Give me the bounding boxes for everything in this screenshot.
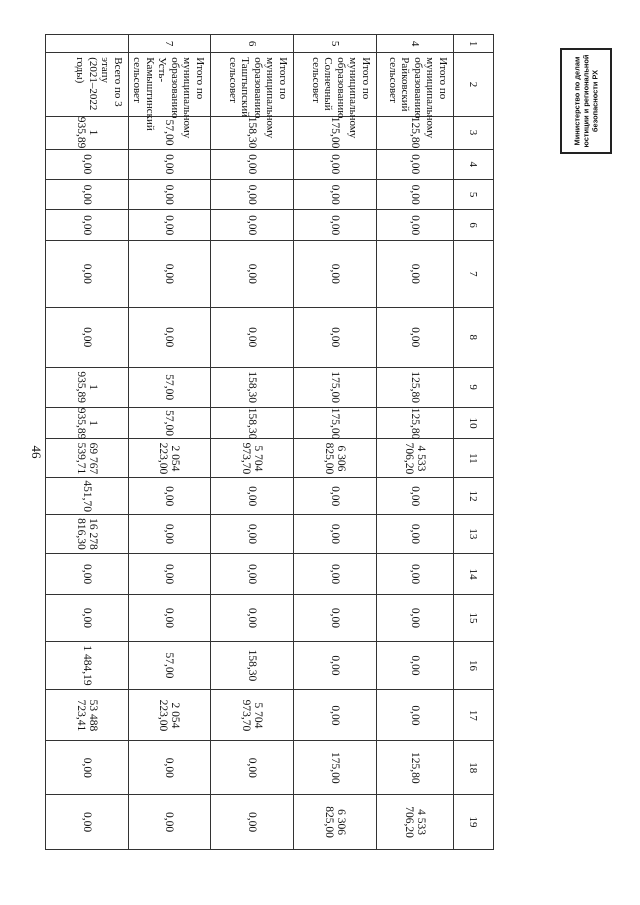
row-number: 7: [129, 35, 211, 53]
municipality-name: Итого по муниципальному образованию Таштыпский сельсовет: [211, 53, 294, 116]
value-cell: 57,00: [129, 367, 211, 407]
column-header: 1: [454, 35, 494, 53]
value-cell: 125,80: [377, 741, 454, 795]
column-header: 14: [454, 553, 494, 594]
value-cell: 5 704 973,70: [211, 439, 294, 478]
municipality-name: Итого по муниципальному образованию Солнечный сельсовет: [294, 53, 377, 116]
value-cell: 0,00: [211, 149, 294, 179]
table-row: [294, 35, 377, 850]
budget-table: [45, 34, 494, 850]
column-header: 4: [454, 149, 494, 179]
column-header: 2: [454, 53, 494, 116]
value-cell: 0,00: [377, 553, 454, 594]
value-cell: 125,80: [377, 407, 454, 439]
value-cell: 0,00: [294, 553, 377, 594]
table-area: [74, 34, 494, 850]
value-cell: 0,00: [294, 307, 377, 367]
value-cell: 0,00: [46, 240, 129, 307]
value-cell: 0,00: [46, 307, 129, 367]
ministry-stamp: [560, 48, 612, 154]
value-cell: 0,00: [129, 741, 211, 795]
column-header: 17: [454, 690, 494, 741]
stamp-line: безопасности РХ: [590, 69, 600, 133]
value-cell: 0,00: [211, 795, 294, 850]
value-cell: 158,30: [211, 367, 294, 407]
value-cell: 0,00: [211, 240, 294, 307]
value-cell: 0,00: [129, 307, 211, 367]
value-cell: 0,00: [377, 240, 454, 307]
table-row: [46, 35, 129, 850]
value-cell: 57,00: [129, 116, 211, 149]
value-cell: 0,00: [377, 149, 454, 179]
municipality-name: Итого по муниципальному образованию Райковский сельсовет: [377, 53, 454, 116]
value-cell: 0,00: [294, 690, 377, 741]
value-cell: 125,80: [377, 367, 454, 407]
value-cell: 0,00: [294, 149, 377, 179]
column-header: 8: [454, 307, 494, 367]
column-header: 10: [454, 407, 494, 439]
value-cell: 0,00: [211, 514, 294, 553]
value-cell: 4 533 706,20: [377, 795, 454, 850]
value-cell: 158,30: [211, 641, 294, 690]
stamp-text: [573, 50, 600, 152]
stamp-line: Министерство по делам: [572, 56, 582, 146]
value-cell: 0,00: [377, 179, 454, 209]
value-cell: 0,00: [377, 514, 454, 553]
value-cell: 0,00: [294, 179, 377, 209]
municipality-name: Всего по 3 этапу (2021–2022 годы): [46, 53, 129, 116]
value-cell: 175,00: [294, 367, 377, 407]
value-cell: 0,00: [129, 179, 211, 209]
value-cell: 0,00: [377, 595, 454, 641]
value-cell: 69 767 539,71: [46, 439, 129, 478]
value-cell: 0,00: [46, 741, 129, 795]
value-cell: 0,00: [129, 149, 211, 179]
column-header: 18: [454, 741, 494, 795]
column-header: 7: [454, 240, 494, 307]
municipality-name: Итого по муниципальному образованию Усть-Камыштинский сельсовет: [129, 53, 211, 116]
column-header: 12: [454, 478, 494, 515]
value-cell: 6 306 825,00: [294, 795, 377, 850]
value-cell: 0,00: [377, 307, 454, 367]
value-cell: 0,00: [211, 179, 294, 209]
value-cell: 0,00: [211, 307, 294, 367]
column-header: 3: [454, 116, 494, 149]
value-cell: 125,80: [377, 116, 454, 149]
column-header: 9: [454, 367, 494, 407]
value-cell: 0,00: [377, 210, 454, 240]
row-number: 6: [211, 35, 294, 53]
value-cell: 0,00: [377, 690, 454, 741]
value-cell: 0,00: [46, 595, 129, 641]
column-header: 15: [454, 595, 494, 641]
value-cell: 0,00: [129, 478, 211, 515]
value-cell: 0,00: [211, 478, 294, 515]
value-cell: 1 935,89: [46, 367, 129, 407]
value-cell: 5 704 973,70: [211, 690, 294, 741]
column-header: 13: [454, 514, 494, 553]
value-cell: 451,70: [46, 478, 129, 515]
value-cell: 0,00: [294, 641, 377, 690]
table-row: [211, 35, 294, 850]
table-row: [377, 35, 454, 850]
value-cell: 0,00: [294, 240, 377, 307]
value-cell: 175,00: [294, 741, 377, 795]
value-cell: 2 054 223,00: [129, 690, 211, 741]
value-cell: 0,00: [294, 478, 377, 515]
row-number: 5: [294, 35, 377, 53]
row-number: [46, 35, 129, 53]
column-header: 16: [454, 641, 494, 690]
value-cell: 57,00: [129, 407, 211, 439]
value-cell: 0,00: [129, 210, 211, 240]
value-cell: 0,00: [211, 553, 294, 594]
value-cell: 0,00: [129, 514, 211, 553]
value-cell: 1 935,89: [46, 116, 129, 149]
value-cell: 2 054 223,00: [129, 439, 211, 478]
value-cell: 0,00: [211, 595, 294, 641]
value-cell: 0,00: [129, 553, 211, 594]
value-cell: 0,00: [294, 210, 377, 240]
value-cell: 0,00: [129, 795, 211, 850]
value-cell: 16 278 816,30: [46, 514, 129, 553]
value-cell: 158,30: [211, 116, 294, 149]
value-cell: 57,00: [129, 641, 211, 690]
value-cell: 0,00: [129, 595, 211, 641]
header-row: [454, 35, 494, 850]
value-cell: 175,00: [294, 407, 377, 439]
value-cell: 1 935,89: [46, 407, 129, 439]
stamp-line: юстиции и региональной: [581, 54, 591, 148]
value-cell: 175,00: [294, 116, 377, 149]
column-header: 11: [454, 439, 494, 478]
value-cell: 53 488 723,41: [46, 690, 129, 741]
value-cell: 0,00: [46, 795, 129, 850]
column-header: 19: [454, 795, 494, 850]
row-number: 4: [377, 35, 454, 53]
value-cell: 0,00: [46, 553, 129, 594]
page-number: 46: [29, 445, 44, 459]
value-cell: 0,00: [211, 210, 294, 240]
value-cell: 0,00: [294, 595, 377, 641]
value-cell: 4 533 706,20: [377, 439, 454, 478]
value-cell: 158,30: [211, 407, 294, 439]
value-cell: 0,00: [377, 478, 454, 515]
value-cell: 6 306 825,00: [294, 439, 377, 478]
value-cell: 0,00: [377, 641, 454, 690]
value-cell: 0,00: [294, 514, 377, 553]
value-cell: 0,00: [46, 179, 129, 209]
column-header: 6: [454, 210, 494, 240]
table-row: [129, 35, 211, 850]
value-cell: 0,00: [46, 149, 129, 179]
column-header: 5: [454, 179, 494, 209]
value-cell: 0,00: [211, 741, 294, 795]
value-cell: 0,00: [129, 240, 211, 307]
value-cell: 1 484,19: [46, 641, 129, 690]
value-cell: 0,00: [46, 210, 129, 240]
